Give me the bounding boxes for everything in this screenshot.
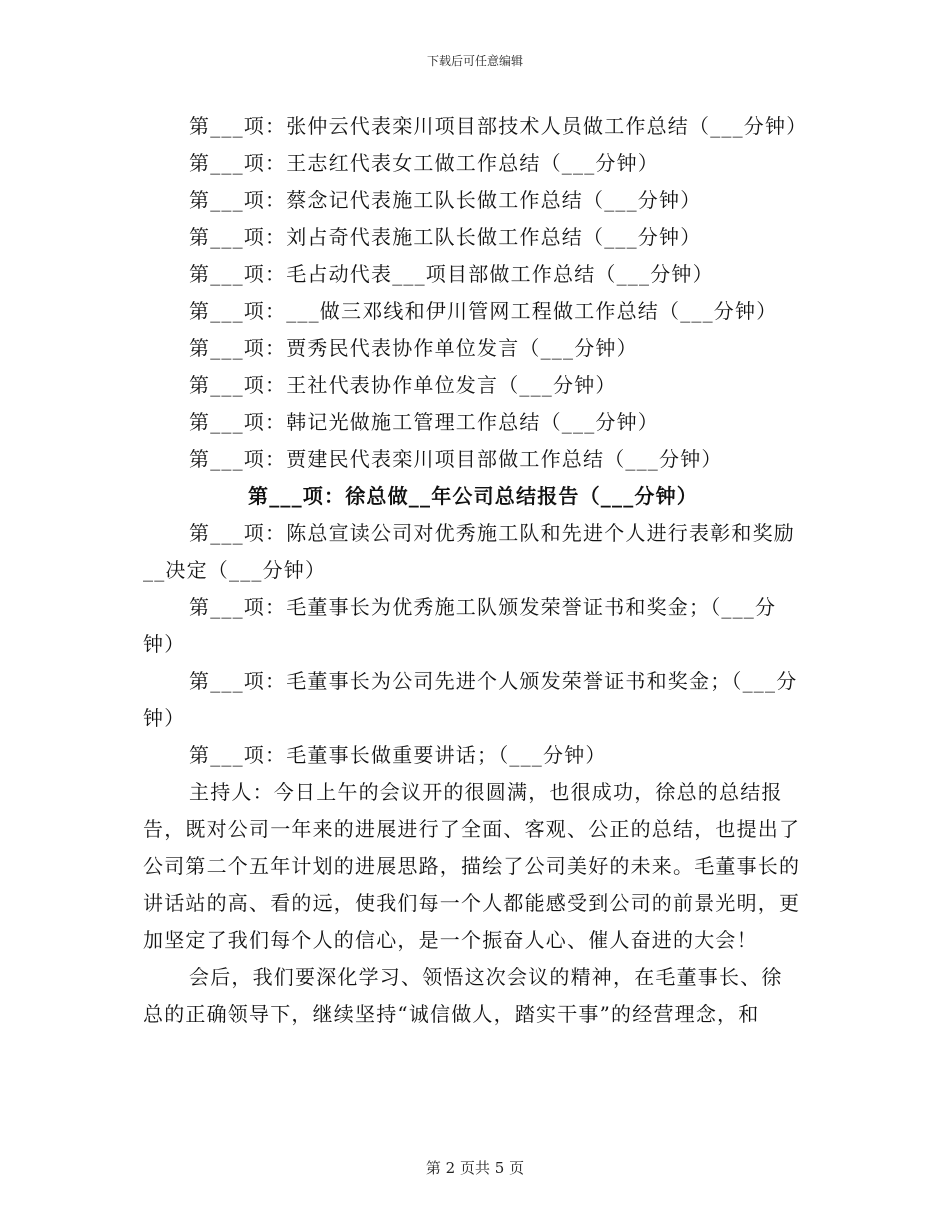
- agenda-item: 第___项：毛董事长做重要讲话；（___分钟）: [189, 743, 607, 767]
- agenda-item: 第___项：毛董事长为优秀施工队颁发荣誉证书和奖金；（___分钟）: [143, 595, 777, 656]
- agenda-item: 第___项：张仲云代表栾川项目部技术人员做工作总结（___分钟）: [189, 114, 808, 138]
- agenda-item: 第___项：陈总宣读公司对优秀施工队和先进个人进行表彰和奖励__决定（___分钟）: [143, 521, 795, 582]
- agenda-item: 第___项：贾秀民代表协作单位发言（___分钟）: [189, 336, 638, 360]
- agenda-item: 第___项：王社代表协作单位发言（___分钟）: [189, 373, 617, 397]
- agenda-item: 第___项：韩记光做施工管理工作总结（___分钟）: [189, 410, 659, 434]
- agenda-item: 第___项：毛占动代表___项目部做工作总结（___分钟）: [189, 262, 714, 286]
- agenda-item: 第___项：贾建民代表栾川项目部做工作总结（___分钟）: [189, 447, 723, 471]
- agenda-item: 第___项：蔡念记代表施工队长做工作总结（___分钟）: [189, 188, 702, 212]
- page-header: 下载后可任意编辑: [426, 54, 523, 68]
- agenda-item: 第___项：王志红代表女工做工作总结（___分钟）: [189, 151, 659, 175]
- agenda-item: 第___项：___做三邓线和伊川管网工程做工作总结（___分钟）: [189, 299, 778, 323]
- host-paragraph: 主持人：今日上午的会议开的很圆满，也很成功，徐总的总结报告，既对公司一年来的进展进行了全面、客观、公正的总结，也提出了公司第二个五年计划的进展思路，描绘了公司美好的未来。毛董事长的讲话站的高、看的远，使我们每一个人都能感受到公司的前景光明，更加坚定了我们每个人的信心，是一个振奋人心、催人奋进的大会！: [143, 780, 801, 952]
- document-body: [143, 108, 808, 1033]
- agenda-item: 第___项：刘占奇代表施工队长做工作总结（___分钟）: [189, 225, 702, 249]
- page-footer: 第 2 页共 5 页: [425, 1159, 525, 1177]
- closing-paragraph: 会后，我们要深化学习、领悟这次会议的精神，在毛董事长、徐总的正确领导下，继续坚持“诚信做人，踏实干事”的经营理念，和: [143, 965, 783, 1026]
- agenda-item: 第___项：毛董事长为公司先进个人颁发荣誉证书和奖金；（___分钟）: [143, 669, 798, 730]
- highlight-agenda-item: 第___项：徐总做__年公司总结报告（___分钟）: [248, 484, 698, 508]
